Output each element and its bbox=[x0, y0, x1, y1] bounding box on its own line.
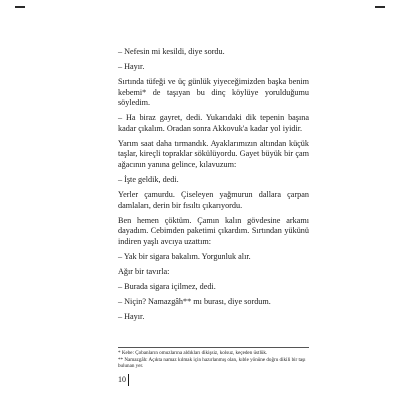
body-text bbox=[118, 47, 309, 322]
paragraph: Yerler çamurdu. Çiseleyen yağmurun dallara çarpan damlaları, derin bir fısıltı çıkarıyordu. bbox=[118, 190, 309, 210]
dialogue-line: – Niçin? Namazgâh** mı burası, diye sordum. bbox=[118, 296, 271, 306]
dialogue-line: – Hayır. bbox=[118, 311, 145, 321]
dialogue-line: – İşte geldik, dedi. bbox=[118, 174, 179, 184]
paragraph: Sırtında tüfeği ve üç günlük yiyeceğimizden başka benim kebemi* de taşıyan bu dinç köylüye yorulduğumu söyledim. bbox=[118, 77, 309, 108]
footnote-divider bbox=[118, 347, 309, 348]
footnote: ** Namazgâh: Açıkta namaz kılmak için hazırlanmış olan, kıble yönüne doğru dikili bir taşı bulunan yer. bbox=[118, 356, 306, 369]
crop-mark-left bbox=[15, 6, 25, 8]
paragraph: Yarım saat daha tırmandık. Ayaklarımızın altından küçük taşlar, kireçli topraklar sökülüyordu. Gayet büyük bir çam ağacının yanına gelince, kılavuzum: bbox=[118, 138, 309, 169]
footnote: * Kebe: Çobanların omuzlarına aldıkları dikişsiz, kolsuz, keçeden üstlük. bbox=[118, 350, 268, 356]
dialogue-line: – Nefesin mi kesildi, diye sordu. bbox=[118, 47, 225, 56]
dialogue-line: – Yak bir sigara bakalım. Yorgunluk alır. bbox=[118, 251, 251, 261]
page-number-bar bbox=[128, 374, 129, 386]
paragraph: Ağır bir tavırla: bbox=[118, 266, 170, 276]
dialogue-line: – Burada sigara içilmez, dedi. bbox=[118, 281, 216, 291]
page-number: 10 bbox=[118, 375, 126, 384]
footnotes bbox=[118, 350, 309, 370]
dialogue-line: – Ha biraz gayret, dedi. Yukarıdaki dik tepenin başına kadar çıkalım. Oradan sonra Akkovuk'a kadar yol iyidir. bbox=[118, 113, 309, 133]
crop-mark-right bbox=[375, 6, 385, 8]
paragraph: Ben hemen çöktüm. Çamın kalın gövdesine arkamı dayadım. Cebimden paketimi çıkardım. Sırtından yükünü indiren yaşlı avcıya uzattım: bbox=[118, 215, 309, 246]
dialogue-line: – Hayır. bbox=[118, 62, 145, 72]
